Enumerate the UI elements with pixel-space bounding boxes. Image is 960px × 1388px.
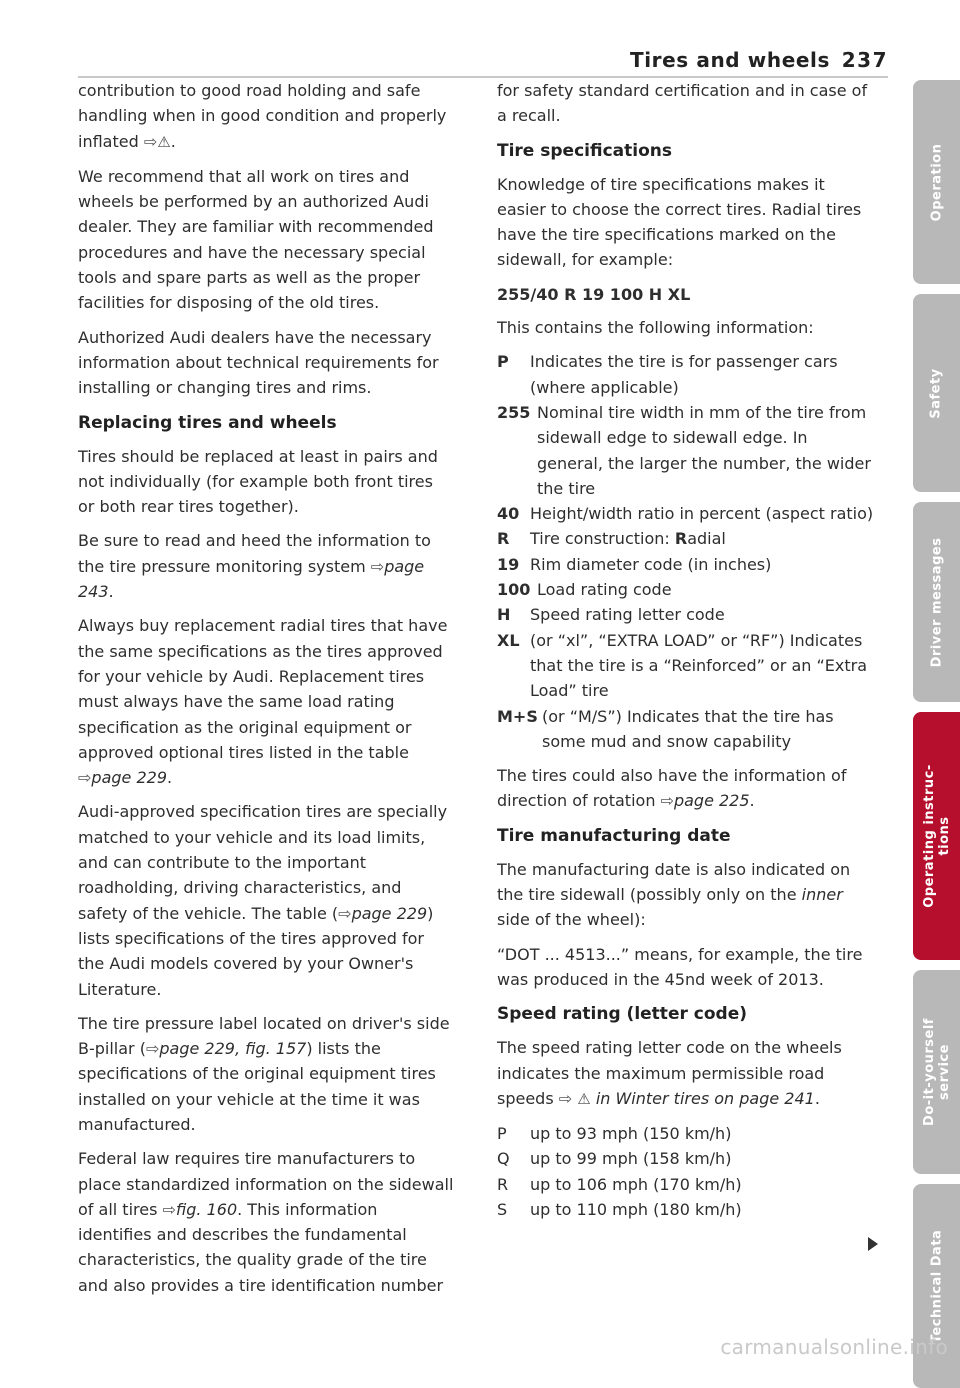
arrow-right-icon: ⇨ xyxy=(145,1039,160,1059)
section-heading: Tire specifications xyxy=(497,140,672,161)
paragraph: The manufacturing date is also indicated on the tire sidewall (possibly only on the inner side of the wheel): xyxy=(497,859,851,930)
tab-operation[interactable]: Operation xyxy=(913,80,960,284)
speed-rating-list xyxy=(497,1121,875,1222)
definition-item: H Speed rating letter code xyxy=(497,605,725,625)
warning-icon: ⚠ xyxy=(577,1089,591,1108)
page-reference-link[interactable]: page 229 xyxy=(351,903,428,923)
paragraph: We recommend that all work on tires and wheels be performed by an authorized Audi dealer. They are familiar with recommended procedures and have the necessary special tools and spare parts as well as the proper facilities for disposing of the old tires. xyxy=(78,166,434,313)
definition-item: 100 Load rating code xyxy=(497,580,672,600)
paragraph: Authorized Audi dealers have the necessary information about technical requirements for installing or changing tires and rims. xyxy=(78,327,439,398)
definition-item: M+S (or “M/S”) Indicates that the tire has some mud and snow capability xyxy=(497,706,834,751)
definition-item: XL (or “xl”, “EXTRA LOAD” or “RF”) Indicates that the tire is a “Reinforced” or an “Extra Load” tire xyxy=(497,630,868,701)
section-heading: Replacing tires and wheels xyxy=(78,412,337,433)
definition-item: R Tire construction: Radial xyxy=(497,529,726,549)
page-reference-link[interactable]: page 225 xyxy=(673,791,750,811)
continue-arrow-icon[interactable] xyxy=(868,1237,878,1251)
page-header xyxy=(78,48,888,78)
arrow-right-icon: ⇨ xyxy=(558,1088,573,1108)
speed-rating-item: S up to 110 mph (180 km/h) xyxy=(497,1199,742,1219)
speed-rating-item: Q up to 99 mph (158 km/h) xyxy=(497,1149,732,1169)
tire-spec-example: 255/40 R 19 100 H XL xyxy=(497,284,691,304)
section-heading: Tire manufacturing date xyxy=(497,825,731,846)
page-reference-link[interactable]: page 229 xyxy=(91,768,167,788)
paragraph: Always buy replacement radial tires that have the same specifications as the tires approved for your vehicle by Audi. Replacement tires must always have the same load rating specification as the original equipment or approved optional tires listed in the table ⇨page 229. xyxy=(78,616,448,788)
arrow-right-icon: ⇨ xyxy=(370,556,385,576)
figure-reference-link[interactable]: fig. 160 xyxy=(175,1199,238,1219)
arrow-right-icon: ⇨ xyxy=(338,903,352,923)
tab-technical-data[interactable]: Technical Data xyxy=(913,1184,960,1388)
paragraph: Be sure to read and heed the information to the tire pressure monitoring system ⇨page 243. xyxy=(78,531,431,602)
figure-reference-link[interactable]: page 229, fig. 157 xyxy=(159,1039,307,1059)
section-title: Tires and wheels xyxy=(629,48,830,72)
left-column xyxy=(78,78,454,1307)
definition-item: P Indicates the tire is for passenger cars (where applicable) xyxy=(497,352,838,397)
tab-operating-instructions[interactable]: Operating instruc- tions xyxy=(913,712,960,960)
paragraph: Tires should be replaced at least in pairs and not individually (for example both front tires or both rear tires together). xyxy=(78,446,438,517)
section-heading: Speed rating (letter code) xyxy=(497,1004,747,1025)
speed-rating-item: R up to 106 mph (170 km/h) xyxy=(497,1174,742,1194)
paragraph: The tires could also have the information of direction of rotation ⇨page 225. xyxy=(497,766,847,811)
paragraph: Federal law requires tire manufacturers to place standardized information on the sidewall of all tires ⇨fig. 160. This information identifies and describes the fundamental characteristics, the quality grade of the tire and also provides a tire identification number xyxy=(78,1149,454,1295)
tab-safety[interactable]: Safety xyxy=(913,294,960,492)
paragraph: Knowledge of tire specifications makes it easier to choose the correct tires. Radial tires have the tire specifications marked on the sidewall, for example: xyxy=(497,174,862,270)
paragraph: “DOT ... 4513...” means, for example, the tire was produced in the 45nd week of 2013. xyxy=(497,944,863,989)
paragraph: contribution to good road holding and safe handling when in good condition and properly inflated ⇨⚠. xyxy=(78,81,447,151)
arrow-right-icon: ⇨ xyxy=(660,791,674,811)
paragraph: This contains the following information: xyxy=(497,318,814,338)
paragraph: The speed rating letter code on the wheels indicates the maximum permissible road speeds ⇨ ⚠ in Winter tires on page 241. xyxy=(497,1038,842,1108)
paragraph: The tire pressure label located on driver's side B-pillar (⇨page 229, fig. 157) lists the specifications of the original equipment tires installed on your vehicle at the time it was manufactured. xyxy=(78,1013,450,1134)
speed-rating-item: P up to 93 mph (150 km/h) xyxy=(497,1124,732,1144)
definition-item: 40 Height/width ratio in percent (aspect ratio) xyxy=(497,504,874,524)
arrow-right-icon: ⇨ xyxy=(78,768,92,788)
tab-driver-messages[interactable]: Driver messages xyxy=(913,502,960,702)
right-column xyxy=(497,78,875,1231)
arrow-right-icon: ⇨ xyxy=(162,1199,176,1219)
watermark: carmanualsonline.info xyxy=(720,1335,948,1359)
definition-item: 255 Nominal tire width in mm of the tire from sidewall edge to sidewall edge. In general, the larger the number, the wider the tire xyxy=(497,402,871,498)
definition-item: 19 Rim diameter code (in inches) xyxy=(497,554,772,574)
paragraph: for safety standard certification and in case of a recall. xyxy=(497,81,868,126)
warning-icon: ⚠ xyxy=(157,132,171,151)
arrow-right-icon: ⇨ xyxy=(143,131,158,151)
page-reference-link[interactable]: in Winter tires on page 241 xyxy=(595,1088,815,1108)
page-number: 237 xyxy=(841,48,888,72)
page-reference-link[interactable]: page 243 xyxy=(78,556,425,602)
spec-definition-list xyxy=(497,349,875,754)
tab-do-it-yourself-service[interactable]: Do-it-yourself service xyxy=(913,970,960,1174)
paragraph: Audi-approved specification tires are specially matched to your vehicle and its load limits, and can contribute to the important roadholding, driving characteristics, and safety of the vehicle. The table (⇨page 229) lists specifications of the tires approved for the Audi models covered by your Owner's Literature. xyxy=(78,802,448,999)
